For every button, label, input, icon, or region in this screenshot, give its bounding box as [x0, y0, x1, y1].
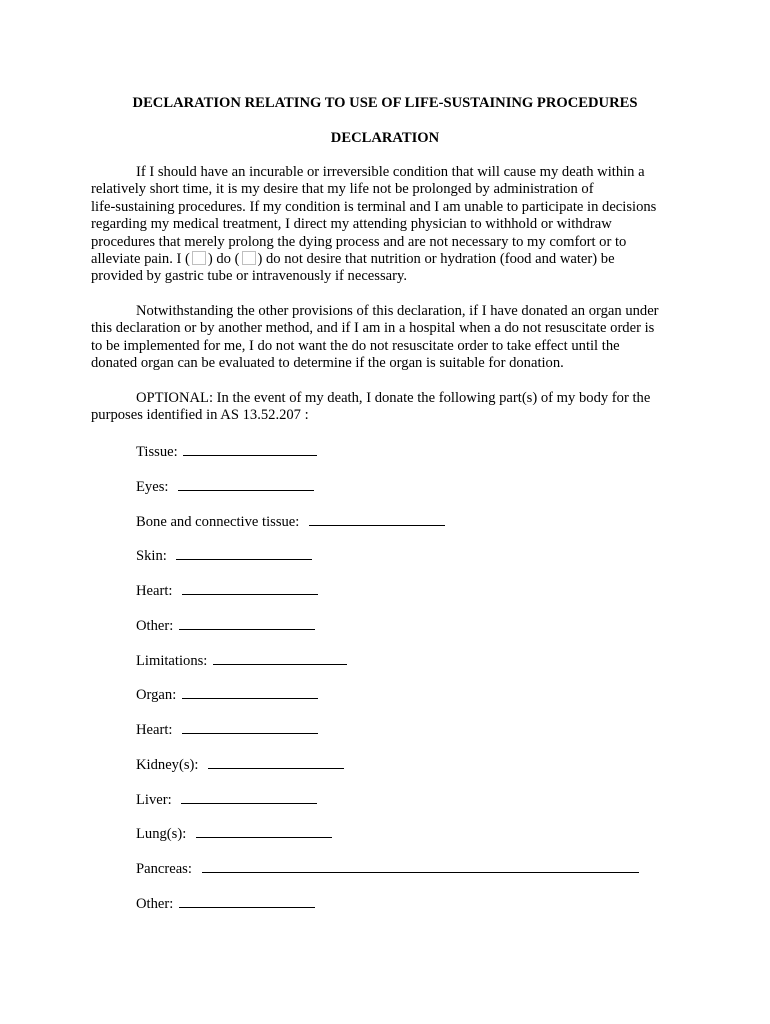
para1-line6-a: alleviate pain. I (	[91, 251, 190, 268]
field-limitations	[136, 651, 347, 670]
field-label: Liver:	[136, 792, 172, 808]
liver-blank[interactable]	[181, 790, 317, 804]
other-organ-blank[interactable]	[179, 894, 315, 908]
field-label: Tissue:	[136, 444, 178, 460]
paragraph-living-will	[91, 164, 691, 286]
field-label: Bone and connective tissue:	[136, 514, 300, 530]
para1-line5: procedures that merely prolong the dying process and are not necessary to my comfort or to	[91, 233, 627, 250]
para1-line6-c: ) do not desire that nutrition or hydration (food and water) be	[257, 251, 615, 268]
field-eyes	[136, 477, 314, 496]
lungs-blank[interactable]	[196, 824, 332, 838]
para1-line7: provided by gastric tube or intravenously if necessary.	[91, 268, 407, 285]
field-label: Lung(s):	[136, 826, 187, 842]
field-liver	[136, 790, 317, 809]
field-heart	[136, 581, 318, 600]
field-pancreas	[136, 859, 639, 878]
heart-organ-blank[interactable]	[182, 720, 318, 734]
field-other	[136, 616, 315, 635]
field-label: Pancreas:	[136, 861, 192, 877]
para1-line4: regarding my medical treatment, I direct my attending physician to withhold or withdraw	[91, 216, 612, 233]
paragraph-organ-donation	[91, 303, 691, 373]
para1-line6-b: ) do (	[207, 251, 240, 268]
field-kidneys	[136, 755, 344, 774]
para3-line2: purposes identified in AS 13.52.207 :	[91, 407, 309, 424]
pancreas-blank[interactable]	[202, 859, 639, 873]
field-label: Heart:	[136, 583, 173, 599]
para1-line2: relatively short time, it is my desire that my life not be prolonged by administration of	[91, 181, 594, 198]
eyes-blank[interactable]	[178, 477, 314, 491]
field-label: Limitations:	[136, 653, 208, 669]
other-blank[interactable]	[179, 616, 315, 630]
kidneys-blank[interactable]	[208, 755, 344, 769]
field-other-organ	[136, 894, 315, 913]
field-bone-connective-tissue	[136, 512, 445, 531]
tissue-blank[interactable]	[183, 442, 317, 456]
checkbox-do[interactable]	[192, 251, 206, 265]
skin-blank[interactable]	[176, 546, 312, 560]
para2-line1: Notwithstanding the other provisions of this declaration, if I have donated an organ under	[136, 303, 659, 319]
field-skin	[136, 546, 312, 565]
field-lungs	[136, 824, 332, 843]
field-label: Other:	[136, 896, 174, 912]
field-label: Skin:	[136, 548, 167, 564]
bone-blank[interactable]	[309, 512, 445, 526]
document-heading: DECLARATION RELATING TO USE OF LIFE-SUSTAINING PROCEDURES	[132, 95, 638, 111]
limitations-blank[interactable]	[213, 651, 347, 665]
field-label: Eyes:	[136, 479, 169, 495]
paragraph-optional	[91, 390, 691, 425]
para2-line4: donated organ can be evaluated to determine if the organ is suitable for donation.	[91, 355, 564, 372]
para2-line2: this declaration or by another method, and if I am in a hospital when a do not resuscitate order is	[91, 320, 655, 337]
organ-blank[interactable]	[182, 685, 318, 699]
checkbox-do-not[interactable]	[242, 251, 256, 265]
field-heart-organ	[136, 720, 318, 739]
heart-blank[interactable]	[182, 581, 318, 595]
para2-line3: to be implemented for me, I do not want the do not resuscitate order to take effect until the	[91, 337, 620, 354]
field-label: Kidney(s):	[136, 757, 199, 773]
field-label: Heart:	[136, 722, 173, 738]
para1-line3: life-sustaining procedures. If my condition is terminal and I am unable to participate in decisions	[91, 198, 657, 215]
field-organ	[136, 685, 318, 704]
field-tissue	[136, 442, 317, 461]
para1-line1: If I should have an incurable or irreversible condition that will cause my death within a	[136, 164, 645, 180]
field-label: Other:	[136, 618, 174, 634]
para3-line1: OPTIONAL: In the event of my death, I donate the following part(s) of my body for the	[136, 390, 651, 406]
field-label: Organ:	[136, 687, 177, 703]
document-subheading: DECLARATION	[330, 130, 440, 146]
